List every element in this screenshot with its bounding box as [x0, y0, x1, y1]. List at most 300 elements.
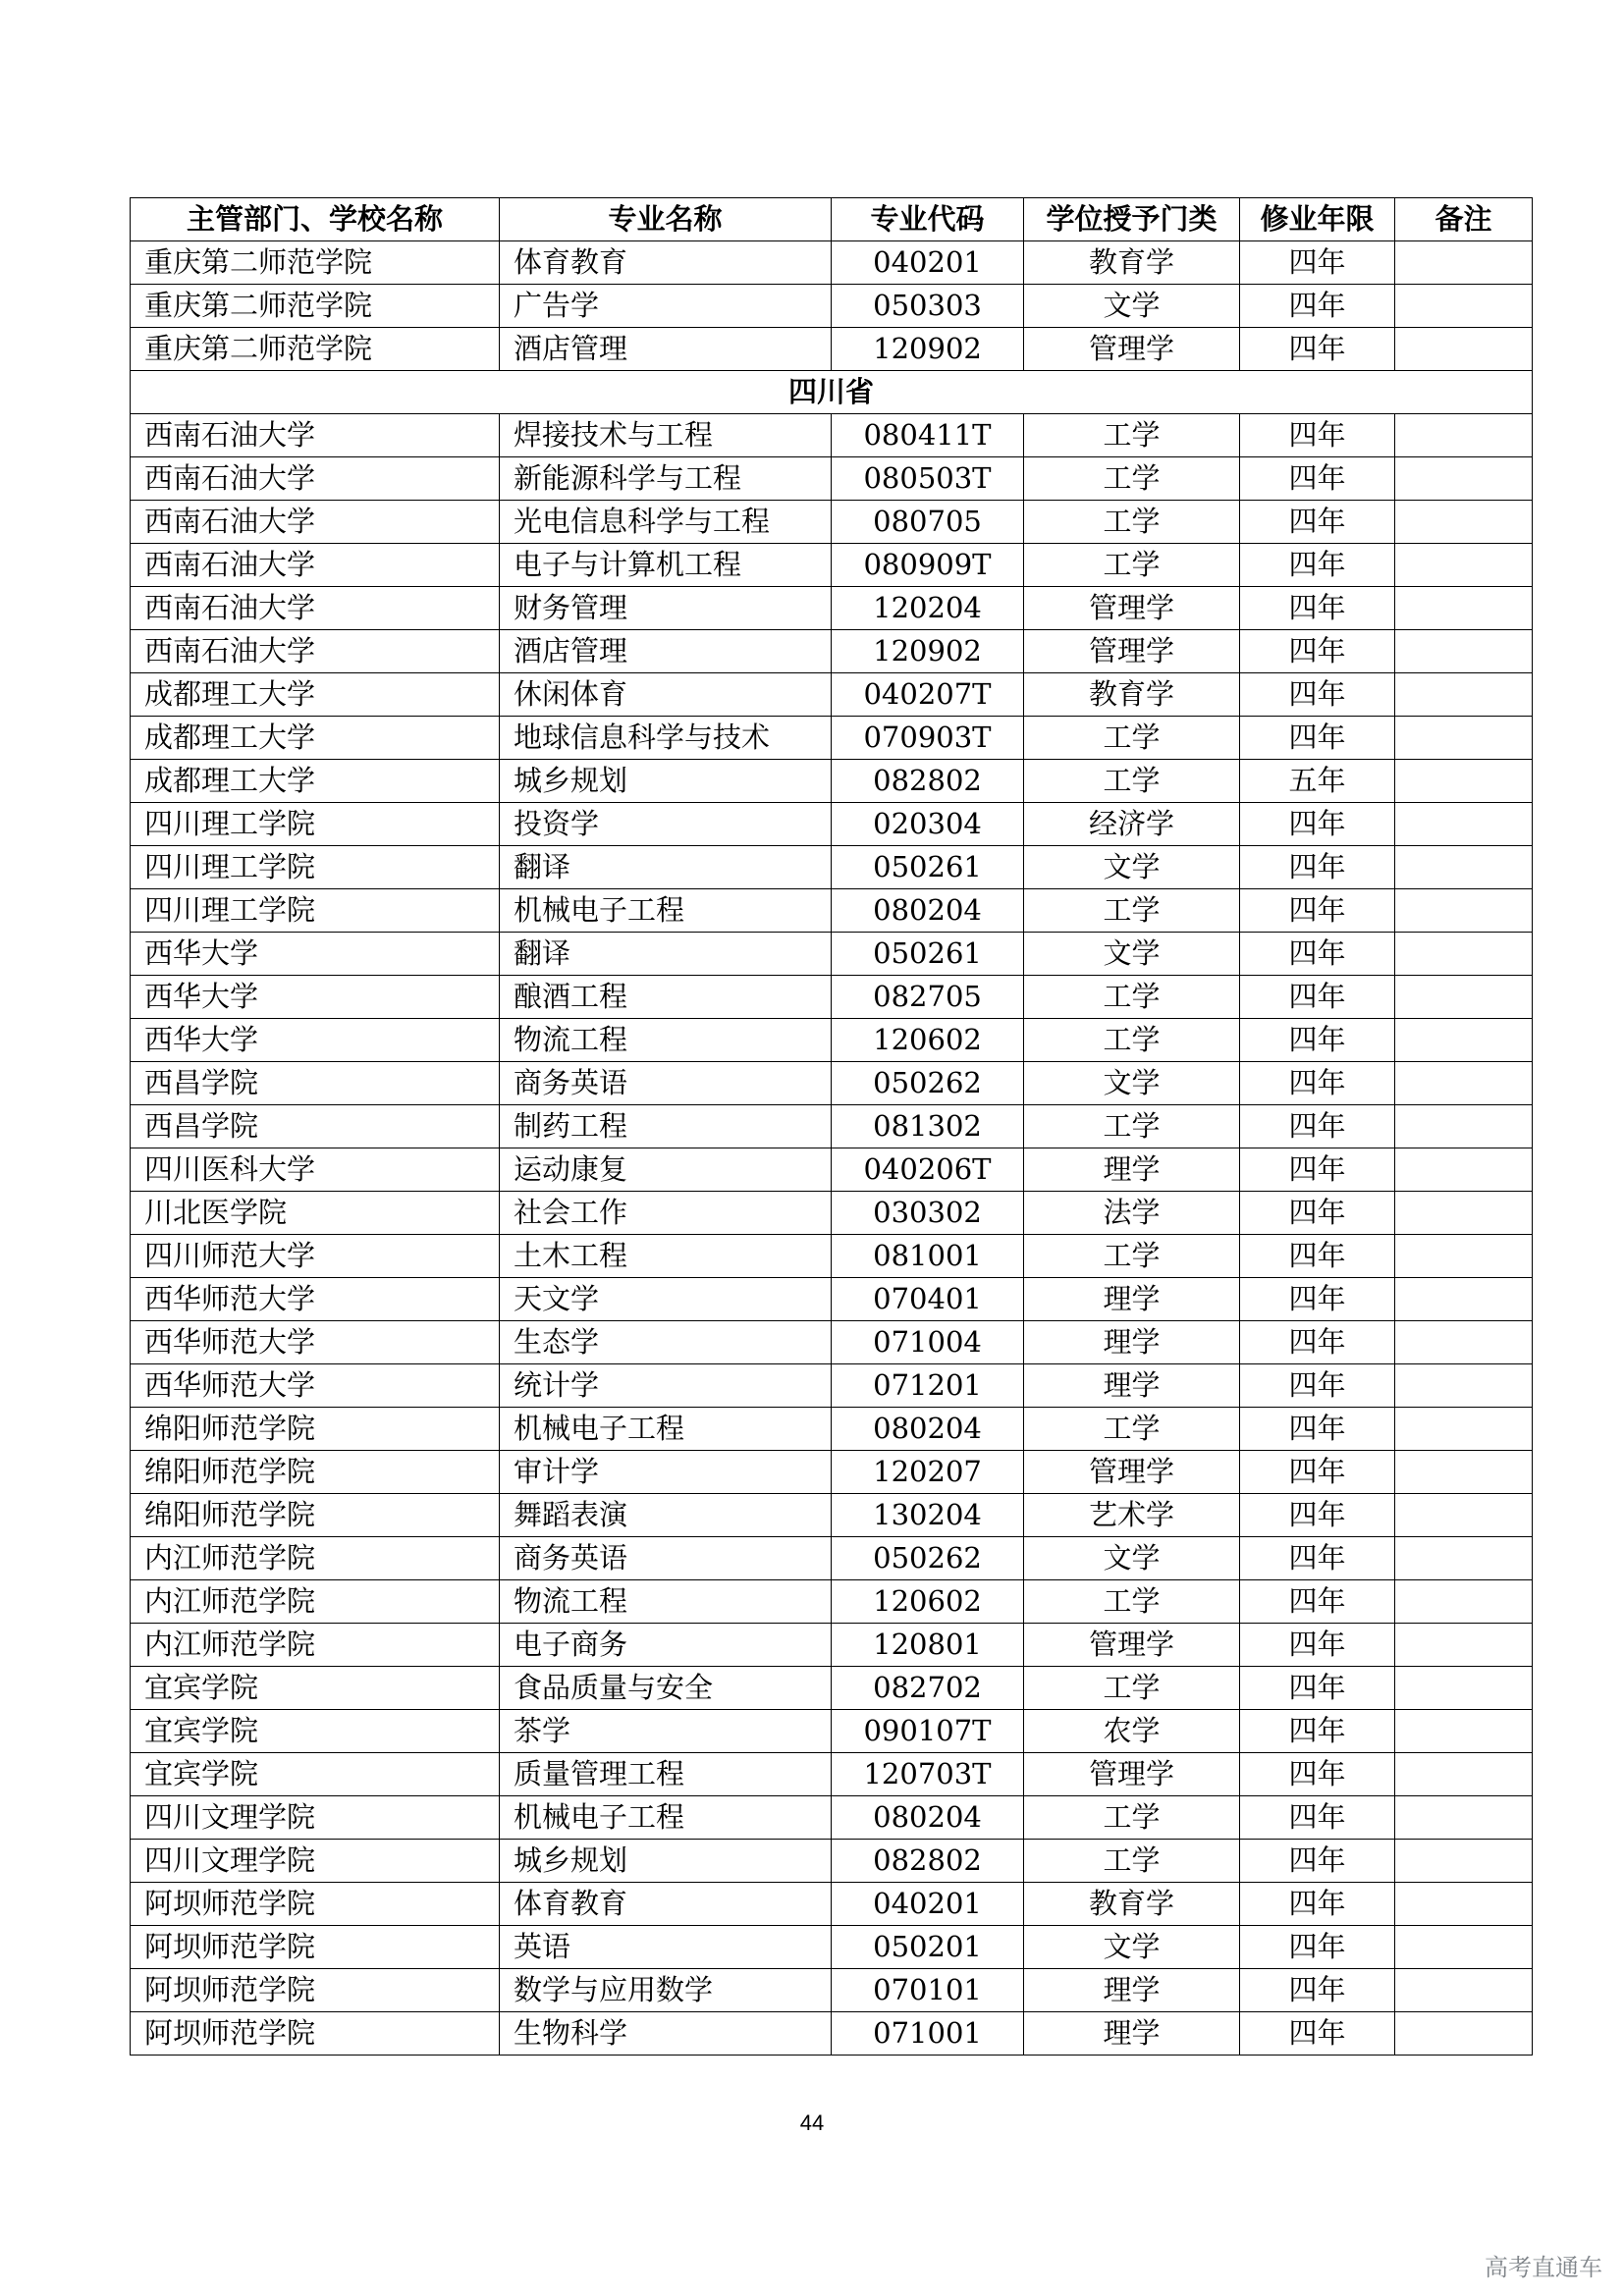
cell-code: 082705	[832, 976, 1024, 1019]
table-row	[131, 1278, 1533, 1321]
cell-degree: 工学	[1024, 1840, 1240, 1883]
cell-duration: 四年	[1240, 803, 1395, 846]
cell-code: 082802	[832, 1840, 1024, 1883]
cell-code: 081001	[832, 1235, 1024, 1278]
cell-major: 广告学	[500, 285, 832, 328]
cell-duration: 四年	[1240, 1753, 1395, 1796]
cell-remarks	[1395, 544, 1533, 587]
table-row	[131, 414, 1533, 457]
table-row	[131, 803, 1533, 846]
cell-remarks	[1395, 630, 1533, 673]
cell-remarks	[1395, 1537, 1533, 1580]
cell-code: 120703T	[832, 1753, 1024, 1796]
cell-remarks	[1395, 1624, 1533, 1667]
cell-major: 电子商务	[500, 1624, 832, 1667]
cell-degree: 经济学	[1024, 803, 1240, 846]
cell-school: 内江师范学院	[131, 1580, 500, 1624]
cell-duration: 四年	[1240, 1148, 1395, 1192]
header-school: 主管部门、学校名称	[131, 198, 500, 241]
cell-school: 成都理工大学	[131, 673, 500, 717]
cell-duration: 四年	[1240, 889, 1395, 933]
cell-school: 西南石油大学	[131, 587, 500, 630]
cell-school: 成都理工大学	[131, 717, 500, 760]
header-code: 专业代码	[832, 198, 1024, 241]
cell-code: 040206T	[832, 1148, 1024, 1192]
cell-remarks	[1395, 1019, 1533, 1062]
cell-degree: 工学	[1024, 717, 1240, 760]
cell-remarks	[1395, 1667, 1533, 1710]
cell-degree: 管理学	[1024, 1624, 1240, 1667]
cell-remarks	[1395, 1969, 1533, 2012]
cell-school: 西华大学	[131, 933, 500, 976]
cell-remarks	[1395, 1321, 1533, 1364]
cell-degree: 工学	[1024, 1796, 1240, 1840]
cell-code: 050303	[832, 285, 1024, 328]
header-major: 专业名称	[500, 198, 832, 241]
cell-degree: 工学	[1024, 457, 1240, 501]
cell-major: 制药工程	[500, 1105, 832, 1148]
table-row	[131, 1840, 1533, 1883]
cell-duration: 四年	[1240, 1969, 1395, 2012]
cell-duration: 四年	[1240, 1451, 1395, 1494]
cell-duration: 四年	[1240, 414, 1395, 457]
cell-major: 电子与计算机工程	[500, 544, 832, 587]
table-row	[131, 1667, 1533, 1710]
cell-school: 西南石油大学	[131, 630, 500, 673]
cell-school: 西南石油大学	[131, 414, 500, 457]
cell-code: 040201	[832, 241, 1024, 285]
cell-major: 社会工作	[500, 1192, 832, 1235]
table-row	[131, 1105, 1533, 1148]
table-row	[131, 976, 1533, 1019]
cell-major: 翻译	[500, 846, 832, 889]
cell-duration: 四年	[1240, 1840, 1395, 1883]
cell-remarks	[1395, 803, 1533, 846]
cell-degree: 工学	[1024, 501, 1240, 544]
cell-school: 西华师范大学	[131, 1278, 500, 1321]
cell-school: 四川理工学院	[131, 803, 500, 846]
cell-code: 080503T	[832, 457, 1024, 501]
table-row	[131, 1019, 1533, 1062]
cell-major: 土木工程	[500, 1235, 832, 1278]
cell-remarks	[1395, 933, 1533, 976]
cell-degree: 艺术学	[1024, 1494, 1240, 1537]
cell-remarks	[1395, 1105, 1533, 1148]
cell-school: 绵阳师范学院	[131, 1451, 500, 1494]
cell-duration: 四年	[1240, 1062, 1395, 1105]
cell-degree: 理学	[1024, 1278, 1240, 1321]
cell-degree: 文学	[1024, 285, 1240, 328]
cell-duration: 四年	[1240, 544, 1395, 587]
cell-code: 120204	[832, 587, 1024, 630]
cell-school: 川北医学院	[131, 1192, 500, 1235]
cell-duration: 四年	[1240, 1192, 1395, 1235]
cell-duration: 四年	[1240, 285, 1395, 328]
table-row	[131, 1753, 1533, 1796]
cell-remarks	[1395, 1408, 1533, 1451]
cell-remarks	[1395, 1580, 1533, 1624]
cell-school: 成都理工大学	[131, 760, 500, 803]
cell-code: 120602	[832, 1019, 1024, 1062]
cell-degree: 文学	[1024, 846, 1240, 889]
page-number: 44	[799, 2110, 825, 2135]
cell-school: 西南石油大学	[131, 544, 500, 587]
cell-degree: 理学	[1024, 1969, 1240, 2012]
cell-code: 050261	[832, 846, 1024, 889]
cell-code: 070903T	[832, 717, 1024, 760]
cell-major: 物流工程	[500, 1580, 832, 1624]
table-row	[131, 587, 1533, 630]
cell-school: 西华大学	[131, 1019, 500, 1062]
header-remarks: 备注	[1395, 198, 1533, 241]
cell-remarks	[1395, 1192, 1533, 1235]
cell-duration: 四年	[1240, 501, 1395, 544]
cell-remarks	[1395, 414, 1533, 457]
cell-duration: 四年	[1240, 457, 1395, 501]
cell-remarks	[1395, 1364, 1533, 1408]
cell-remarks	[1395, 673, 1533, 717]
cell-duration: 四年	[1240, 1364, 1395, 1408]
cell-major: 财务管理	[500, 587, 832, 630]
cell-remarks	[1395, 1926, 1533, 1969]
cell-major: 生物科学	[500, 2012, 832, 2056]
cell-duration: 四年	[1240, 587, 1395, 630]
cell-major: 机械电子工程	[500, 1796, 832, 1840]
cell-remarks	[1395, 1710, 1533, 1753]
cell-major: 酒店管理	[500, 328, 832, 371]
table-row	[131, 1192, 1533, 1235]
cell-degree: 工学	[1024, 544, 1240, 587]
cell-duration: 四年	[1240, 1408, 1395, 1451]
cell-duration: 四年	[1240, 1494, 1395, 1537]
cell-code: 050201	[832, 1926, 1024, 1969]
cell-school: 西昌学院	[131, 1062, 500, 1105]
cell-major: 翻译	[500, 933, 832, 976]
cell-school: 绵阳师范学院	[131, 1494, 500, 1537]
table-row	[131, 1537, 1533, 1580]
cell-remarks	[1395, 717, 1533, 760]
cell-remarks	[1395, 587, 1533, 630]
cell-major: 生态学	[500, 1321, 832, 1364]
cell-duration: 四年	[1240, 1105, 1395, 1148]
table-row	[131, 328, 1533, 371]
cell-code: 080909T	[832, 544, 1024, 587]
table-row	[131, 1364, 1533, 1408]
cell-duration: 四年	[1240, 1796, 1395, 1840]
cell-school: 内江师范学院	[131, 1624, 500, 1667]
cell-degree: 法学	[1024, 1192, 1240, 1235]
cell-major: 商务英语	[500, 1537, 832, 1580]
cell-school: 阿坝师范学院	[131, 1926, 500, 1969]
cell-degree: 工学	[1024, 1580, 1240, 1624]
cell-code: 082702	[832, 1667, 1024, 1710]
cell-school: 阿坝师范学院	[131, 2012, 500, 2056]
header-duration: 修业年限	[1240, 198, 1395, 241]
cell-duration: 四年	[1240, 1278, 1395, 1321]
cell-major: 新能源科学与工程	[500, 457, 832, 501]
cell-remarks	[1395, 976, 1533, 1019]
table-row	[131, 285, 1533, 328]
cell-remarks	[1395, 1494, 1533, 1537]
cell-code: 070101	[832, 1969, 1024, 2012]
cell-school: 四川理工学院	[131, 846, 500, 889]
cell-school: 四川医科大学	[131, 1148, 500, 1192]
table-row	[131, 1926, 1533, 1969]
cell-school: 西南石油大学	[131, 501, 500, 544]
cell-remarks	[1395, 1148, 1533, 1192]
cell-duration: 四年	[1240, 1580, 1395, 1624]
cell-remarks	[1395, 889, 1533, 933]
cell-degree: 理学	[1024, 1364, 1240, 1408]
cell-duration: 四年	[1240, 241, 1395, 285]
table-row	[131, 760, 1533, 803]
cell-degree: 文学	[1024, 1062, 1240, 1105]
table-header-row	[131, 198, 1533, 241]
header-degree: 学位授予门类	[1024, 198, 1240, 241]
table-row	[131, 457, 1533, 501]
cell-school: 西华师范大学	[131, 1321, 500, 1364]
cell-duration: 四年	[1240, 1667, 1395, 1710]
table-row	[131, 544, 1533, 587]
table-row	[131, 1321, 1533, 1364]
cell-major: 审计学	[500, 1451, 832, 1494]
cell-code: 080204	[832, 889, 1024, 933]
cell-code: 071004	[832, 1321, 1024, 1364]
cell-major: 运动康复	[500, 1148, 832, 1192]
cell-major: 质量管理工程	[500, 1753, 832, 1796]
cell-degree: 文学	[1024, 1926, 1240, 1969]
table-row	[131, 846, 1533, 889]
cell-code: 071001	[832, 2012, 1024, 2056]
cell-major: 机械电子工程	[500, 889, 832, 933]
cell-school: 四川理工学院	[131, 889, 500, 933]
cell-code: 090107T	[832, 1710, 1024, 1753]
cell-remarks	[1395, 1278, 1533, 1321]
cell-major: 天文学	[500, 1278, 832, 1321]
cell-code: 020304	[832, 803, 1024, 846]
table-row	[131, 1148, 1533, 1192]
cell-code: 050262	[832, 1537, 1024, 1580]
cell-degree: 文学	[1024, 933, 1240, 976]
cell-major: 统计学	[500, 1364, 832, 1408]
majors-table	[130, 197, 1533, 2056]
cell-duration: 四年	[1240, 1019, 1395, 1062]
cell-major: 休闲体育	[500, 673, 832, 717]
cell-duration: 四年	[1240, 1321, 1395, 1364]
province-section-row	[131, 371, 1533, 414]
table-row	[131, 1494, 1533, 1537]
cell-code: 050262	[832, 1062, 1024, 1105]
table-row	[131, 1451, 1533, 1494]
cell-degree: 工学	[1024, 1667, 1240, 1710]
cell-duration: 四年	[1240, 976, 1395, 1019]
cell-degree: 工学	[1024, 414, 1240, 457]
cell-duration: 四年	[1240, 2012, 1395, 2056]
table-row	[131, 2012, 1533, 2056]
table-row	[131, 1580, 1533, 1624]
cell-remarks	[1395, 1062, 1533, 1105]
cell-major: 数学与应用数学	[500, 1969, 832, 2012]
cell-code: 081302	[832, 1105, 1024, 1148]
cell-code: 030302	[832, 1192, 1024, 1235]
cell-degree: 教育学	[1024, 673, 1240, 717]
cell-degree: 农学	[1024, 1710, 1240, 1753]
cell-duration: 四年	[1240, 673, 1395, 717]
table-row	[131, 1710, 1533, 1753]
cell-code: 050261	[832, 933, 1024, 976]
cell-major: 焊接技术与工程	[500, 414, 832, 457]
table-row	[131, 501, 1533, 544]
cell-remarks	[1395, 1451, 1533, 1494]
cell-major: 体育教育	[500, 241, 832, 285]
cell-major: 光电信息科学与工程	[500, 501, 832, 544]
cell-degree: 工学	[1024, 760, 1240, 803]
cell-degree: 管理学	[1024, 1753, 1240, 1796]
cell-school: 西华师范大学	[131, 1364, 500, 1408]
cell-remarks	[1395, 1796, 1533, 1840]
cell-degree: 教育学	[1024, 1883, 1240, 1926]
cell-school: 重庆第二师范学院	[131, 285, 500, 328]
table-row	[131, 1408, 1533, 1451]
cell-duration: 五年	[1240, 760, 1395, 803]
cell-duration: 四年	[1240, 1883, 1395, 1926]
cell-degree: 工学	[1024, 976, 1240, 1019]
cell-code: 120602	[832, 1580, 1024, 1624]
cell-school: 宜宾学院	[131, 1753, 500, 1796]
cell-code: 120902	[832, 630, 1024, 673]
cell-major: 机械电子工程	[500, 1408, 832, 1451]
cell-code: 070401	[832, 1278, 1024, 1321]
cell-remarks	[1395, 2012, 1533, 2056]
cell-code: 080204	[832, 1796, 1024, 1840]
cell-remarks	[1395, 501, 1533, 544]
cell-degree: 管理学	[1024, 1451, 1240, 1494]
province-heading: 四川省	[131, 371, 1533, 414]
cell-major: 英语	[500, 1926, 832, 1969]
cell-major: 舞蹈表演	[500, 1494, 832, 1537]
cell-remarks	[1395, 285, 1533, 328]
cell-school: 西南石油大学	[131, 457, 500, 501]
cell-code: 120207	[832, 1451, 1024, 1494]
cell-remarks	[1395, 760, 1533, 803]
cell-school: 重庆第二师范学院	[131, 241, 500, 285]
cell-code: 080204	[832, 1408, 1024, 1451]
cell-code: 080411T	[832, 414, 1024, 457]
watermark: 高考直通车	[1485, 2254, 1602, 2281]
cell-duration: 四年	[1240, 1624, 1395, 1667]
cell-duration: 四年	[1240, 846, 1395, 889]
cell-code: 120801	[832, 1624, 1024, 1667]
cell-remarks	[1395, 1883, 1533, 1926]
table-row	[131, 1062, 1533, 1105]
cell-major: 酒店管理	[500, 630, 832, 673]
table-row	[131, 717, 1533, 760]
cell-duration: 四年	[1240, 1537, 1395, 1580]
cell-major: 体育教育	[500, 1883, 832, 1926]
table-row	[131, 673, 1533, 717]
cell-school: 绵阳师范学院	[131, 1408, 500, 1451]
cell-school: 四川文理学院	[131, 1840, 500, 1883]
table-row	[131, 933, 1533, 976]
cell-degree: 管理学	[1024, 587, 1240, 630]
cell-remarks	[1395, 328, 1533, 371]
cell-code: 120902	[832, 328, 1024, 371]
cell-degree: 工学	[1024, 889, 1240, 933]
cell-major: 城乡规划	[500, 1840, 832, 1883]
cell-major: 食品质量与安全	[500, 1667, 832, 1710]
cell-major: 地球信息科学与技术	[500, 717, 832, 760]
cell-school: 西昌学院	[131, 1105, 500, 1148]
cell-degree: 工学	[1024, 1408, 1240, 1451]
cell-degree: 管理学	[1024, 328, 1240, 371]
cell-duration: 四年	[1240, 1235, 1395, 1278]
table-row	[131, 1969, 1533, 2012]
cell-school: 阿坝师范学院	[131, 1883, 500, 1926]
table-row	[131, 630, 1533, 673]
table-body	[131, 241, 1533, 2056]
cell-remarks	[1395, 1235, 1533, 1278]
cell-major: 酿酒工程	[500, 976, 832, 1019]
cell-degree: 理学	[1024, 1148, 1240, 1192]
cell-degree: 工学	[1024, 1235, 1240, 1278]
cell-code: 071201	[832, 1364, 1024, 1408]
table-row	[131, 889, 1533, 933]
cell-school: 四川文理学院	[131, 1796, 500, 1840]
cell-duration: 四年	[1240, 328, 1395, 371]
cell-duration: 四年	[1240, 717, 1395, 760]
cell-degree: 理学	[1024, 1321, 1240, 1364]
cell-duration: 四年	[1240, 1710, 1395, 1753]
cell-remarks	[1395, 457, 1533, 501]
cell-degree: 工学	[1024, 1105, 1240, 1148]
cell-degree: 理学	[1024, 2012, 1240, 2056]
cell-duration: 四年	[1240, 933, 1395, 976]
cell-major: 商务英语	[500, 1062, 832, 1105]
cell-degree: 工学	[1024, 1019, 1240, 1062]
cell-code: 040207T	[832, 673, 1024, 717]
table-row	[131, 1796, 1533, 1840]
cell-degree: 管理学	[1024, 630, 1240, 673]
cell-school: 四川师范大学	[131, 1235, 500, 1278]
cell-remarks	[1395, 1840, 1533, 1883]
table-row	[131, 1624, 1533, 1667]
cell-school: 重庆第二师范学院	[131, 328, 500, 371]
table-row	[131, 1883, 1533, 1926]
cell-school: 宜宾学院	[131, 1710, 500, 1753]
cell-duration: 四年	[1240, 1926, 1395, 1969]
cell-major: 茶学	[500, 1710, 832, 1753]
cell-duration: 四年	[1240, 630, 1395, 673]
table-row	[131, 1235, 1533, 1278]
table-row	[131, 241, 1533, 285]
cell-school: 宜宾学院	[131, 1667, 500, 1710]
cell-major: 投资学	[500, 803, 832, 846]
cell-school: 内江师范学院	[131, 1537, 500, 1580]
cell-major: 城乡规划	[500, 760, 832, 803]
cell-major: 物流工程	[500, 1019, 832, 1062]
cell-code: 130204	[832, 1494, 1024, 1537]
cell-school: 阿坝师范学院	[131, 1969, 500, 2012]
cell-degree: 文学	[1024, 1537, 1240, 1580]
cell-remarks	[1395, 1753, 1533, 1796]
cell-code: 082802	[832, 760, 1024, 803]
cell-remarks	[1395, 846, 1533, 889]
cell-code: 080705	[832, 501, 1024, 544]
cell-code: 040201	[832, 1883, 1024, 1926]
cell-degree: 教育学	[1024, 241, 1240, 285]
cell-remarks	[1395, 241, 1533, 285]
cell-school: 西华大学	[131, 976, 500, 1019]
